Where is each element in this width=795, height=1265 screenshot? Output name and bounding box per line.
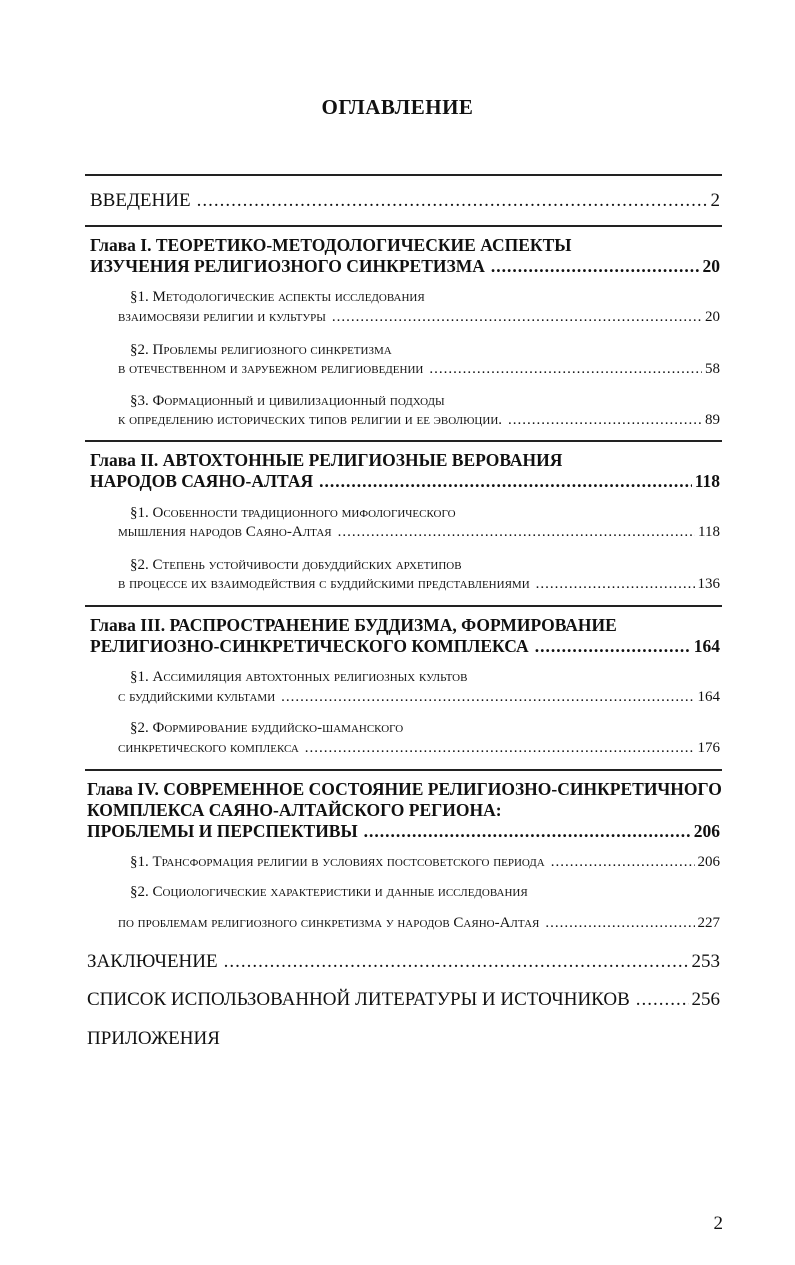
leader-dots	[491, 254, 700, 278]
section-title: §2. Социологические характеристики и данные исследования	[130, 884, 528, 900]
section-title: §3. Формационный и цивилизационный подходы	[130, 393, 445, 409]
chapter-title: Глава II. АВТОХТОННЫЕ РЕЛИГИОЗНЫЕ ВЕРОВАНИЯ	[90, 450, 563, 470]
leader-dots	[636, 988, 689, 1012]
divider	[85, 225, 722, 227]
toc-entry-section[interactable]	[118, 357, 720, 381]
toc-entry-chapter-4[interactable]	[87, 819, 720, 843]
divider	[85, 440, 722, 442]
section-title: §2. Формирование буддийско-шаманского	[130, 720, 404, 736]
toc-entry-section[interactable]	[118, 572, 720, 596]
section-title: §1. Ассимиляция автохтонных религиозных культов	[130, 669, 468, 685]
toc-page-number: 20	[702, 256, 720, 276]
toc-entry-label: по проблемам религиозного синкретизма у народов Саяно-Алтая	[118, 915, 540, 931]
divider	[85, 174, 722, 176]
toc-entry-label: §1. Трансформация религии в условиях постсоветского периода	[130, 854, 545, 870]
toc-page-number: 118	[694, 471, 720, 491]
toc-entry-section[interactable]	[118, 911, 720, 935]
leader-dots	[224, 950, 689, 974]
leader-dots	[338, 520, 695, 544]
leader-dots	[545, 911, 694, 935]
toc-entry-label: мышления народов Саяно-Алтая	[118, 524, 332, 540]
toc-page-number: 2	[710, 190, 720, 211]
leader-dots	[364, 819, 691, 843]
toc-entry-intro[interactable]	[90, 189, 720, 213]
toc-page-number: 58	[705, 361, 720, 377]
chapter-title-continued: КОМПЛЕКСА САЯНО-АЛТАЙСКОГО РЕГИОНА:	[87, 800, 502, 820]
toc-entry-label: в отечественном и зарубежном религиоведении	[118, 361, 424, 377]
toc-entry-section[interactable]	[118, 408, 720, 432]
toc-page-number: 89	[705, 412, 720, 428]
toc-page-number: 253	[691, 951, 720, 972]
leader-dots	[281, 685, 694, 709]
chapter-title: Глава IV. СОВРЕМЕННОЕ СОСТОЯНИЕ РЕЛИГИОЗНО-СИНКРЕТИЧНОГО	[87, 779, 722, 799]
toc-entry-section[interactable]	[118, 305, 720, 329]
toc-page-number: 164	[697, 689, 720, 705]
leader-dots	[535, 634, 691, 658]
divider	[85, 769, 722, 771]
toc-page-number: 176	[697, 740, 720, 756]
leader-dots	[197, 189, 708, 213]
divider	[85, 605, 722, 607]
section-title: §2. Проблемы религиозного синкретизма	[130, 342, 392, 358]
leader-dots	[536, 572, 695, 596]
toc-entry-chapter-2[interactable]	[90, 469, 720, 493]
leader-dots	[429, 357, 702, 381]
section-title: §2. Степень устойчивости добуддийских архетипов	[130, 557, 462, 573]
toc-page-number: 227	[697, 915, 720, 931]
toc-entry-section[interactable]	[118, 736, 720, 760]
section-title: §1. Особенности традиционного мифологического	[130, 505, 456, 521]
toc-page-number: 20	[705, 309, 720, 325]
toc-entry-label: НАРОДОВ САЯНО-АЛТАЯ	[90, 471, 314, 491]
leader-dots	[305, 736, 695, 760]
toc-entry-label: синкретического комплекса	[118, 740, 299, 756]
page-title: ОГЛАВЛЕНИЕ	[321, 95, 474, 119]
page-number: 2	[713, 1213, 723, 1234]
toc-page-number: 164	[693, 636, 720, 656]
leader-dots	[332, 305, 702, 329]
toc-page-number: 206	[693, 821, 720, 841]
toc-entry-conclusion[interactable]	[87, 950, 720, 974]
section-title: §1. Методологические аспекты исследования	[130, 289, 425, 305]
toc-entry-section[interactable]	[118, 685, 720, 709]
toc-page-number: 256	[691, 989, 720, 1010]
toc-entry-label: РЕЛИГИОЗНО-СИНКРЕТИЧЕСКОГО КОМПЛЕКСА	[90, 636, 529, 656]
toc-entry-label: ВВЕДЕНИЕ	[90, 190, 191, 211]
toc-entry-references[interactable]	[87, 988, 720, 1012]
toc-entry-label: взаимосвязи религии и культуры	[118, 309, 326, 325]
chapter-title: Глава I. ТЕОРЕТИКО-МЕТОДОЛОГИЧЕСКИЕ АСПЕКТЫ	[90, 235, 572, 255]
leader-dots	[551, 850, 695, 874]
toc-entry-label: ПРОБЛЕМЫ И ПЕРСПЕКТИВЫ	[87, 821, 358, 841]
toc-entry-label: ЗАКЛЮЧЕНИЕ	[87, 951, 218, 972]
leader-dots	[319, 469, 692, 493]
toc-entry-section[interactable]	[118, 520, 720, 544]
toc-entry-chapter-1[interactable]	[90, 254, 720, 278]
toc-entry-label: СПИСОК ИСПОЛЬЗОВАННОЙ ЛИТЕРАТУРЫ И ИСТОЧНИКОВ	[87, 989, 630, 1010]
toc-entry-chapter-3[interactable]	[90, 634, 720, 658]
toc-page-number: 206	[697, 854, 720, 870]
toc-entry-section[interactable]	[130, 850, 720, 874]
toc-entry-label: ИЗУЧЕНИЯ РЕЛИГИОЗНОГО СИНКРЕТИЗМА	[90, 256, 485, 276]
chapter-title: Глава III. РАСПРОСТРАНЕНИЕ БУДДИЗМА, ФОРМИРОВАНИЕ	[90, 615, 617, 635]
toc-entry-label: в процессе их взаимодействия с буддийскими представлениями	[118, 576, 530, 592]
toc-page-number: 136	[697, 576, 720, 592]
toc-page-number: 118	[698, 524, 720, 540]
toc-entry-label: к определению исторических типов религии и ее эволюции.	[118, 412, 503, 428]
leader-dots	[508, 408, 702, 432]
toc-entry-label: с буддийскими культами	[118, 689, 276, 705]
toc-entry-appendix[interactable]: ПРИЛОЖЕНИЯ	[87, 1028, 220, 1049]
